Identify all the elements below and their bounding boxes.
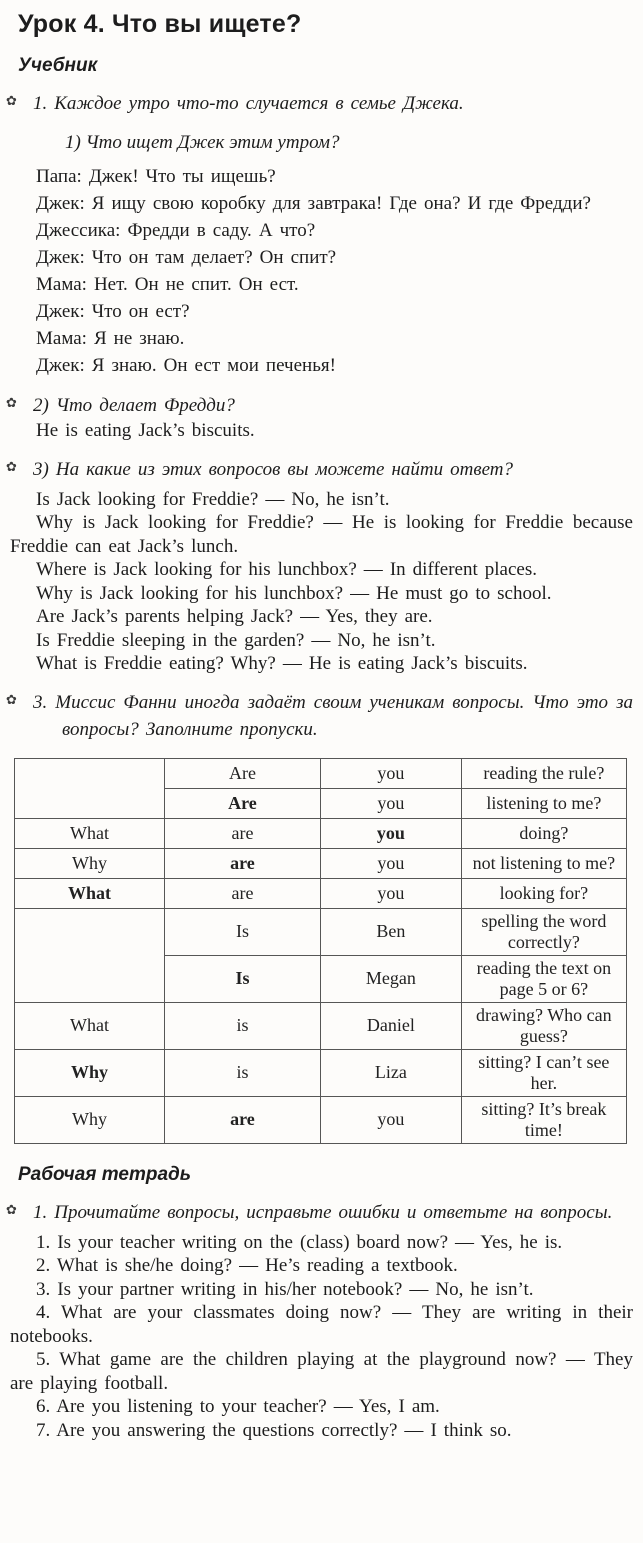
wh-word-cell: Why	[15, 1049, 165, 1096]
page-title: Урок 4. Что вы ищете?	[18, 10, 302, 38]
wh-word-cell: What	[15, 1002, 165, 1049]
dialog-line: Папа: Джек! Что ты ищешь?	[36, 166, 276, 187]
verb-cell: are	[164, 818, 320, 848]
wh-word-cell	[15, 758, 165, 818]
subquestion-3-text: 3) На какие из этих вопросов вы можете найти ответ?	[33, 458, 513, 480]
predicate-cell: listening to me?	[461, 788, 626, 818]
workbook-items	[10, 1231, 633, 1443]
predicate-cell: not listening to me?	[461, 848, 626, 878]
verb-cell: Is	[164, 955, 320, 1002]
qa-line: Is Jack looking for Freddie? — No, he isn’t.	[36, 488, 390, 510]
dialog-line: Джек: Что он ест?	[36, 301, 190, 322]
table-row	[15, 1002, 627, 1049]
verb-cell: are	[164, 848, 320, 878]
florette-bullet-icon: ✿	[6, 1202, 17, 1218]
dialog-line: Джек: Что он там делает? Он спит?	[36, 247, 337, 268]
textbook-section-heading: Учебник	[18, 55, 98, 76]
subject-cell: you	[320, 758, 461, 788]
workbook-item: 4. What are your classmates doing now? — They are writing in their notebooks.	[10, 1302, 633, 1347]
questions-table	[14, 758, 627, 1144]
qa-line: Where is Jack looking for his lunchbox? — In different places.	[36, 559, 538, 580]
workbook-item: 5. What game are the children playing at the playground now? — They are playing football.	[10, 1349, 633, 1394]
workbook-item: 1. Is your teacher writing on the (class) board now? — Yes, he is.	[36, 1231, 563, 1253]
subquestion-1: 1) Что ищет Джек этим утром?	[65, 132, 340, 153]
verb-cell: is	[164, 1002, 320, 1049]
table-row	[15, 908, 627, 955]
subject-cell: you	[320, 788, 461, 818]
dialog-line: Джессика: Фредди в саду. А что?	[36, 220, 316, 241]
wh-word-cell	[15, 908, 165, 1002]
verb-cell: Is	[164, 908, 320, 955]
textbook-task-3	[6, 689, 633, 743]
dialog-line: Мама: Я не знаю.	[36, 328, 185, 349]
verb-cell: are	[164, 878, 320, 908]
subject-cell: Megan	[320, 955, 461, 1002]
subquestion-2-answer: He is eating Jack’s biscuits.	[36, 420, 255, 441]
florette-bullet-icon: ✿	[6, 396, 17, 411]
table-row	[15, 878, 627, 908]
subquestion-3	[6, 456, 633, 483]
subject-cell: you	[320, 1096, 461, 1143]
subject-cell: Daniel	[320, 1002, 461, 1049]
qa-block	[10, 488, 633, 676]
verb-cell: Are	[164, 758, 320, 788]
qa-line: What is Freddie eating? Why? — He is eating Jack’s biscuits.	[36, 653, 528, 674]
workbook-section-heading: Рабочая тетрадь	[18, 1163, 192, 1185]
textbook-task-1-text: 1. Каждое утро что-то случается в семье Джека.	[33, 93, 464, 114]
subquestion-2	[6, 392, 633, 419]
workbook-item: 3. Is your partner writing in his/her notebook? — No, he isn’t.	[36, 1278, 534, 1300]
subject-cell: Liza	[320, 1049, 461, 1096]
qa-line: Are Jack’s parents helping Jack? — Yes, they are.	[36, 606, 433, 627]
dialog-line: Джек: Я знаю. Он ест мои печенья!	[36, 355, 336, 376]
dialog-block	[10, 163, 633, 379]
workbook-item: 6. Are you listening to your teacher? — Yes, I am.	[36, 1396, 440, 1417]
verb-cell: are	[164, 1096, 320, 1143]
textbook-task-3-text: 3. Миссис Фанни иногда задаёт своим ученикам вопросы. Что это за вопросы? Заполните пропуски.	[33, 691, 633, 740]
predicate-cell: looking for?	[461, 878, 626, 908]
wh-word-cell: What	[15, 878, 165, 908]
wh-word-cell: What	[15, 818, 165, 848]
qa-line: Why is Jack looking for his lunchbox? — He must go to school.	[36, 582, 552, 604]
subject-cell: Ben	[320, 908, 461, 955]
predicate-cell: sitting? It’s break time!	[461, 1096, 626, 1143]
subquestion-2-text: 2) Что делает Фредди?	[33, 395, 235, 416]
textbook-task-1	[6, 90, 633, 117]
table-row	[15, 818, 627, 848]
predicate-cell: reading the text on page 5 or 6?	[461, 955, 626, 1002]
workbook-item: 2. What is she/he doing? — He’s reading a textbook.	[36, 1255, 458, 1276]
verb-cell: Are	[164, 788, 320, 818]
predicate-cell: drawing? Who can guess?	[461, 1002, 626, 1049]
table-row	[15, 1096, 627, 1143]
qa-line: Is Freddie sleeping in the garden? — No, he isn’t.	[36, 629, 436, 651]
qa-line: Why is Jack looking for Freddie? — He is looking for Freddie because Freddie can eat Jack’s lunch.	[10, 512, 633, 557]
table-row	[15, 1049, 627, 1096]
predicate-cell: spelling the word correctly?	[461, 908, 626, 955]
dialog-line: Мама: Нет. Он не спит. Он ест.	[36, 274, 299, 295]
florette-bullet-icon: ✿	[6, 692, 17, 708]
verb-cell: is	[164, 1049, 320, 1096]
florette-bullet-icon: ✿	[6, 459, 17, 475]
table-row	[15, 848, 627, 878]
predicate-cell: sitting? I can’t see her.	[461, 1049, 626, 1096]
workbook-item: 7. Are you answering the questions correctly? — I think so.	[36, 1419, 512, 1441]
workbook-task-1	[6, 1199, 633, 1226]
wh-word-cell: Why	[15, 1096, 165, 1143]
table-row	[15, 758, 627, 788]
dialog-line: Джек: Я ищу свою коробку для завтрака! Где она? И где Фредди?	[36, 193, 591, 214]
wh-word-cell: Why	[15, 848, 165, 878]
subject-cell: you	[320, 848, 461, 878]
predicate-cell: reading the rule?	[461, 758, 626, 788]
predicate-cell: doing?	[461, 818, 626, 848]
subject-cell: you	[320, 818, 461, 848]
subject-cell: you	[320, 878, 461, 908]
workbook-task-1-text: 1. Прочитайте вопросы, исправьте ошибки и ответьте на вопросы.	[33, 1201, 613, 1223]
florette-bullet-icon: ✿	[6, 94, 17, 109]
